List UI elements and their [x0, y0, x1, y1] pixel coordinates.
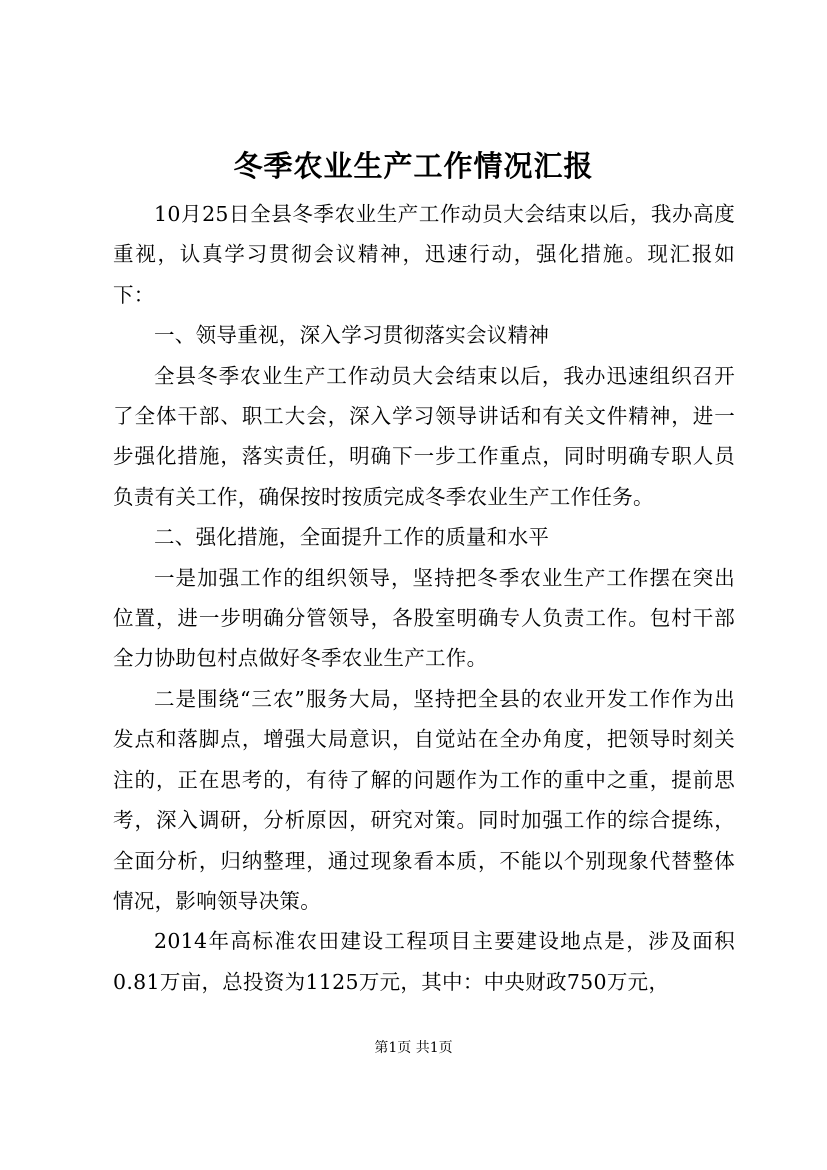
- document-body: [113, 194, 735, 1002]
- paragraph-measure-2: 二是围绕“三农”服务大局，坚持把全县的农业开发工作作为出发点和落脚点，增强大局意识，自觉站在全办角度，把领导时刻关注的，正在思考的，有待了解的问题作为工作的重中之重，提前思考，深入调研，分析原因，研究对策。同时加强工作的综合提练，全面分析，归纳整理，通过现象看本质，不能以个别现象代替整体情况，影响领导决策。: [113, 686, 735, 913]
- paragraph-section-1: 全县冬季农业生产工作动员大会结束以后，我办迅速组织召开了全体干部、职工大会，深入学习领导讲话和有关文件精神，进一步强化措施，落实责任，明确下一步工作重点，同时明确专职人员负责有关工作，确保按时按质完成冬季农业生产工作任务。: [113, 363, 735, 509]
- document-title: 冬季农业生产工作情况汇报: [233, 149, 594, 183]
- paragraph-measure-1: 一是加强工作的组织领导，坚持把冬季农业生产工作摆在突出位置，进一步明确分管领导，各股室明确专人负责工作。包村干部全力协助包村点做好冬季农业生产工作。: [113, 565, 735, 671]
- paragraph-project: 2014年高标准农田建设工程项目主要建设地点是，涉及面积0.81万亩，总投资为1125万元，其中：中央财政750万元，: [113, 929, 735, 994]
- paragraph-intro: 10月25日全县冬季农业生产工作动员大会结束以后，我办高度重视，认真学习贯彻会议精神，迅速行动，强化措施。现汇报如下：: [113, 202, 735, 307]
- section-heading-1: 一、领导重视，深入学习贯彻落实会议精神: [154, 323, 550, 348]
- page-footer: 第1页 共1页: [374, 1040, 453, 1056]
- section-heading-2: 二、强化措施，全面提升工作的质量和水平: [154, 525, 550, 550]
